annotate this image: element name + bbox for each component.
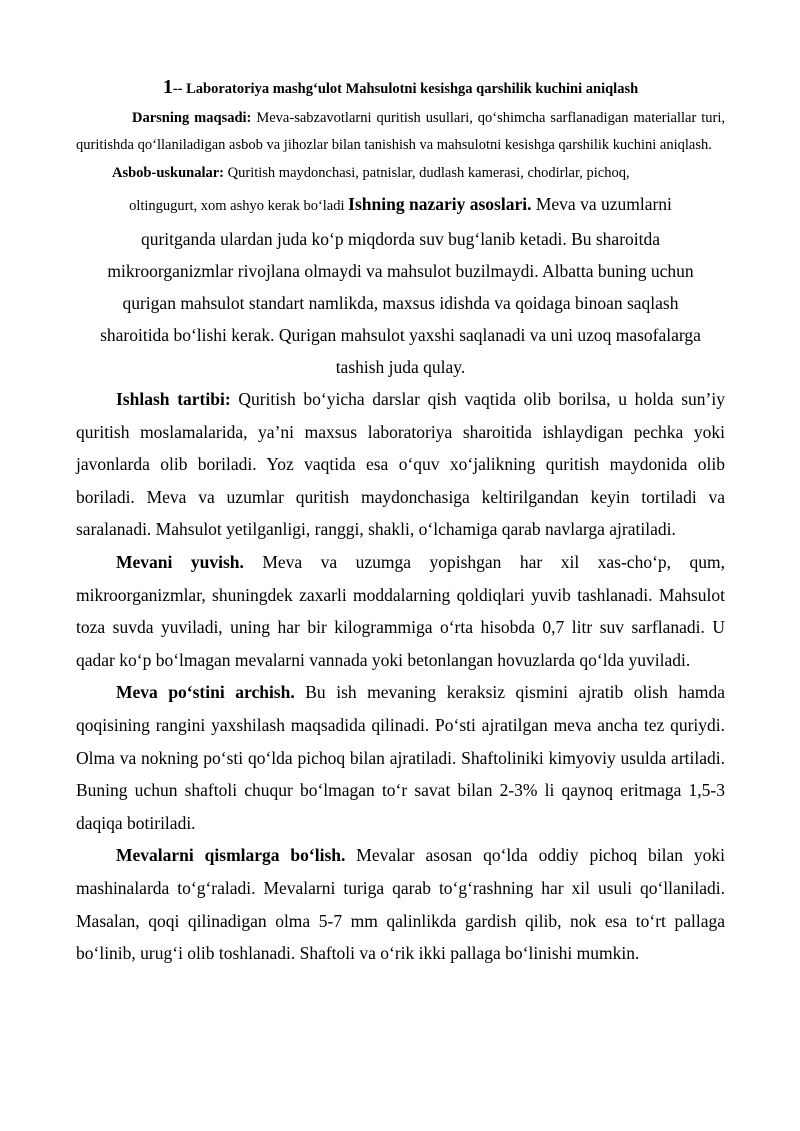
theory-start: Meva va uzumlarni [531,194,672,214]
procedure-paragraph [76,383,725,546]
objective-paragraph [76,105,725,159]
equipment-line-2 [76,187,725,223]
theory-line: quritganda ulardan juda ko‘p miqdorda suv bug‘lanib ketadi. Bu sharoitda [140,229,661,249]
objective-label: Darsning maqsadi: [132,110,252,126]
equipment-text-2: oltingugurt, xom ashyo kerak bo‘ladi [129,198,349,214]
equipment-label: Asbob-uskunalar: [112,165,225,181]
procedure-label: Ishlash tartibi: [116,389,231,409]
washing-paragraph [76,546,725,676]
washing-label: Mevani yuvish. [116,551,244,572]
page-title [76,76,725,99]
theory-block [76,223,725,383]
peeling-text: Bu ish mevaning keraksiz qismini ajratib olish hamda qoqisining rangini yaxshilash maqsadida qilinadi. Po‘sti ajratilgan meva ancha tez quriydi. Olma va nokning po‘sti qo‘lda pichoq bilan ajratiladi. Shaftoliniki kimyoviy usulda artiladi. Buning uchun shaftoli chuqur bo‘lmagan to‘r savat bilan 2-3% li qaynoq eritmaga 1,5-3 daqiqa botiriladi. [76,682,726,833]
equipment-line-1 [76,159,725,187]
theory-line: tashish juda qulay. [335,357,466,377]
theory-line: sharoitida bo‘lishi kerak. Qurigan mahsulot yaxshi saqlanadi va uni uzoq masofalarga [100,325,701,345]
title-text: -- Laboratoriya mashg‘ulot Mahsulotni kesishga qarshilik kuchini aniqlash [172,81,639,97]
cutting-text: Mevalar asosan qo‘lda oddiy pichoq bilan yoki mashinalarda to‘g‘raladi. Mevalarni turiga qarab to‘g‘rashning har xil usuli qo‘llaniladi. Masalan, qoqi qilinadigan olma 5-7 mm qalinlikda gardish qilib, nok esa to‘rt pallaga bo‘linib, urug‘i olib toshlanadi. Shaftoli va o‘rik ikki pallaga bo‘linishi mumkin. [76,845,725,964]
equipment-text-1: Quritish maydonchasi, patnislar, dudlash kamerasi, chodirlar, pichoq, [224,165,630,181]
washing-text: Meva va uzumga yopishgan har xil xas-cho‘p, qum, mikroorganizmlar, shuningdek zaxarli moddalarning qoldiqlari yuvib tashlanadi. Mahsulot toza suvda yuviladi, uning har bir kilogrammiga o‘rta hisobda 0,7 litr suv sarflanadi. U qadar ko‘p bo‘lmagan mevalarni vannada yoki betonlangan hovuzlarda qo‘lda yuviladi. [76,551,725,670]
objective-text: Meva-sabzavotlarni quritish usullari, qo‘shimcha sarflanadigan materiallar turi, quritishda qo‘llaniladigan asbob va jihozlar bilan tanishish va mahsulotni kesishga qarshilik kuchini aniqlash. [76,110,726,153]
theory-label: Ishning nazariy asoslari. [348,194,532,214]
cutting-paragraph [76,839,725,969]
peeling-paragraph [76,676,725,839]
peeling-label: Meva po‘stini archish. [116,682,295,703]
theory-line: qurigan mahsulot standart namlikda, maxsus idishda va qoidaga binoan saqlash [122,293,679,313]
procedure-text: Quritish bo‘yicha darslar qish vaqtida olib borilsa, u holda sun’iy quritish moslamalarida, ya’ni maxsus laboratoriya sharoitida ishlaydigan pechka yoki javonlarda olib boriladi. Yoz vaqtida esa o‘quv xo‘jalikning quritish maydonida olib boriladi. Meva va uzumlar quritish maydonchasiga keltirilgandan keyin tortiladi va saralanadi. Mahsulot yetilganligi, ranggi, shakli, o‘lchamiga qarab navlarga ajratiladi. [76,389,725,540]
theory-line: mikroorganizmlar rivojlana olmaydi va mahsulot buzilmaydi. Albatta buning uchun [107,261,694,281]
title-number: 1 [162,76,173,98]
document-page [76,70,725,970]
cutting-label: Mevalarni qismlarga bo‘lish. [116,845,346,866]
